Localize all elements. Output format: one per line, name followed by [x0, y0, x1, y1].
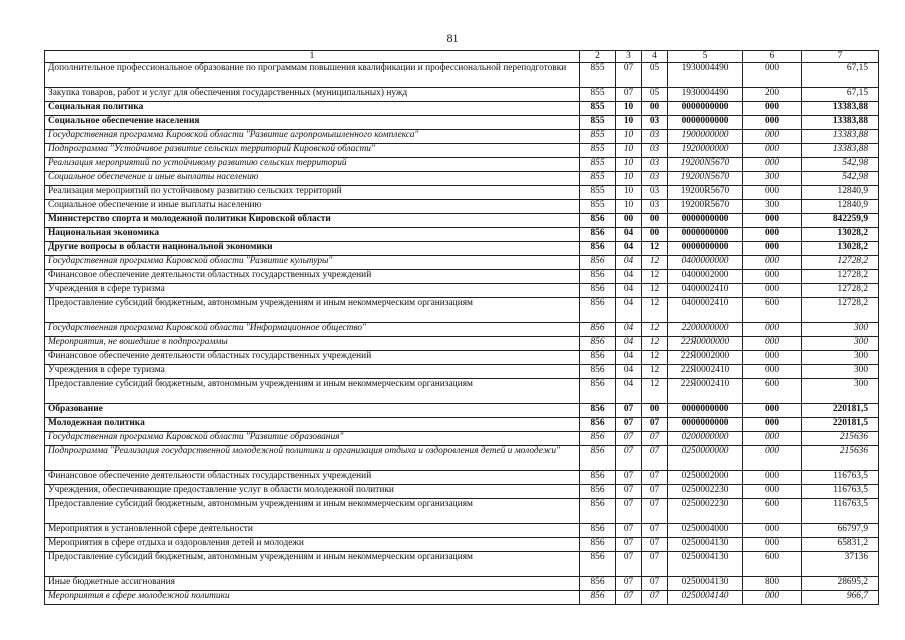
expense-type-cell: 000 — [743, 322, 802, 336]
table-row — [45, 101, 879, 115]
target-article-cell: 22Я0002410 — [668, 364, 743, 378]
row-name-cell: Реализация мероприятий по устойчивому развитию сельских территорий — [45, 185, 580, 199]
row-name-cell: Молодежная политика — [45, 417, 580, 431]
target-article-cell: 0250002230 — [668, 484, 743, 498]
row-name-cell: Государственная программа Кировской области "Развитие агропромышленного комплекса" — [45, 129, 580, 143]
column-header: 1 — [45, 51, 580, 63]
amount-cell: 300 — [802, 336, 879, 350]
admin-code-cell: 856 — [580, 523, 616, 537]
admin-code-cell: 855 — [580, 129, 616, 143]
admin-code-cell: 856 — [580, 297, 616, 322]
subsection-cell: 03 — [642, 129, 668, 143]
expense-type-cell: 600 — [743, 297, 802, 322]
section-cell: 10 — [616, 115, 642, 129]
amount-cell: 13383,88 — [802, 129, 879, 143]
section-cell: 07 — [616, 403, 642, 417]
table-row — [45, 322, 879, 336]
row-name-cell: Предоставление субсидий бюджетным, автономным учреждениям и иным некоммерческим организациям — [45, 378, 580, 403]
amount-cell: 12728,2 — [802, 255, 879, 269]
section-cell: 10 — [616, 129, 642, 143]
target-article-cell: 1900000000 — [668, 129, 743, 143]
row-name-cell: Иные бюджетные ассигнования — [45, 576, 580, 590]
section-cell: 04 — [616, 322, 642, 336]
column-header: 7 — [802, 51, 879, 63]
section-cell: 07 — [616, 87, 642, 101]
table-row — [45, 336, 879, 350]
expense-type-cell: 000 — [743, 336, 802, 350]
section-cell: 10 — [616, 143, 642, 157]
amount-cell: 12728,2 — [802, 283, 879, 297]
subsection-cell: 12 — [642, 364, 668, 378]
table-row — [45, 576, 879, 590]
admin-code-cell: 856 — [580, 590, 616, 604]
section-cell: 10 — [616, 185, 642, 199]
admin-code-cell: 856 — [580, 403, 616, 417]
section-cell: 07 — [616, 498, 642, 523]
budget-table — [44, 50, 879, 605]
admin-code-cell: 856 — [580, 431, 616, 445]
expense-type-cell: 000 — [743, 143, 802, 157]
table-row — [45, 185, 879, 199]
target-article-cell: 1920000000 — [668, 143, 743, 157]
target-article-cell: 19200R5670 — [668, 199, 743, 213]
row-name-cell: Мероприятия в сфере молодежной политики — [45, 590, 580, 604]
expense-type-cell: 300 — [743, 199, 802, 213]
amount-cell: 542,98 — [802, 171, 879, 185]
target-article-cell: 0000000000 — [668, 417, 743, 431]
subsection-cell: 00 — [642, 101, 668, 115]
table-row — [45, 378, 879, 403]
subsection-cell: 07 — [642, 551, 668, 576]
subsection-cell: 07 — [642, 576, 668, 590]
table-header-row — [45, 51, 879, 63]
table-row — [45, 470, 879, 484]
subsection-cell: 07 — [642, 498, 668, 523]
expense-type-cell: 000 — [743, 445, 802, 470]
amount-cell: 12728,2 — [802, 297, 879, 322]
expense-type-cell: 800 — [743, 576, 802, 590]
target-article-cell: 19200R5670 — [668, 185, 743, 199]
amount-cell: 28695,2 — [802, 576, 879, 590]
section-cell: 10 — [616, 199, 642, 213]
target-article-cell: 2200000000 — [668, 322, 743, 336]
admin-code-cell: 855 — [580, 171, 616, 185]
amount-cell: 215636 — [802, 431, 879, 445]
table-row — [45, 62, 879, 87]
admin-code-cell: 855 — [580, 143, 616, 157]
amount-cell: 220181,5 — [802, 417, 879, 431]
table-row — [45, 129, 879, 143]
admin-code-cell: 856 — [580, 484, 616, 498]
expense-type-cell: 000 — [743, 350, 802, 364]
subsection-cell: 05 — [642, 62, 668, 87]
admin-code-cell: 856 — [580, 537, 616, 551]
amount-cell: 966,7 — [802, 590, 879, 604]
expense-type-cell: 000 — [743, 62, 802, 87]
amount-cell: 67,15 — [802, 62, 879, 87]
subsection-cell: 05 — [642, 87, 668, 101]
expense-type-cell: 000 — [743, 115, 802, 129]
target-article-cell: 19200N5670 — [668, 157, 743, 171]
section-cell: 04 — [616, 241, 642, 255]
section-cell: 07 — [616, 470, 642, 484]
table-row — [45, 157, 879, 171]
column-header: 2 — [580, 51, 616, 63]
expense-type-cell: 000 — [743, 403, 802, 417]
admin-code-cell: 855 — [580, 199, 616, 213]
table-row — [45, 241, 879, 255]
expense-type-cell: 000 — [743, 255, 802, 269]
row-name-cell: Реализация мероприятий по устойчивому развитию сельских территорий — [45, 157, 580, 171]
amount-cell: 842259,9 — [802, 213, 879, 227]
section-cell: 10 — [616, 171, 642, 185]
section-cell: 04 — [616, 255, 642, 269]
expense-type-cell: 000 — [743, 283, 802, 297]
row-name-cell: Государственная программа Кировской области "Информационное общество" — [45, 322, 580, 336]
admin-code-cell: 856 — [580, 445, 616, 470]
column-header: 3 — [616, 51, 642, 63]
admin-code-cell: 855 — [580, 185, 616, 199]
table-row — [45, 498, 879, 523]
amount-cell: 300 — [802, 350, 879, 364]
row-name-cell: Социальное обеспечение и иные выплаты населению — [45, 199, 580, 213]
row-name-cell: Подпрограмма "Устойчивое развитие сельских территорий Кировской области" — [45, 143, 580, 157]
subsection-cell: 03 — [642, 115, 668, 129]
amount-cell: 542,98 — [802, 157, 879, 171]
subsection-cell: 07 — [642, 590, 668, 604]
section-cell: 07 — [616, 590, 642, 604]
table-row — [45, 403, 879, 417]
admin-code-cell: 856 — [580, 336, 616, 350]
target-article-cell: 1930004490 — [668, 62, 743, 87]
table-row — [45, 199, 879, 213]
expense-type-cell: 000 — [743, 227, 802, 241]
row-name-cell: Другие вопросы в области национальной экономики — [45, 241, 580, 255]
column-header: 4 — [642, 51, 668, 63]
table-row — [45, 143, 879, 157]
row-name-cell: Государственная программа Кировской области "Развитие культуры" — [45, 255, 580, 269]
target-article-cell: 22Я0002410 — [668, 378, 743, 403]
table-row — [45, 171, 879, 185]
section-cell: 07 — [616, 445, 642, 470]
target-article-cell: 1930004490 — [668, 87, 743, 101]
target-article-cell: 0250004130 — [668, 576, 743, 590]
subsection-cell: 03 — [642, 171, 668, 185]
target-article-cell: 0400002000 — [668, 269, 743, 283]
section-cell: 04 — [616, 336, 642, 350]
row-name-cell: Предоставление субсидий бюджетным, автономным учреждениям и иным некоммерческим организациям — [45, 551, 580, 576]
section-cell: 04 — [616, 350, 642, 364]
table-row — [45, 417, 879, 431]
expense-type-cell: 000 — [743, 269, 802, 283]
target-article-cell: 22Я0000000 — [668, 336, 743, 350]
target-article-cell: 0250002230 — [668, 498, 743, 523]
row-name-cell: Подпрограмма "Реализация государственной молодежной политики и организация отдыха и оздоровления детей и молодежи" — [45, 445, 580, 470]
row-name-cell: Государственная программа Кировской области "Развитие образования" — [45, 431, 580, 445]
subsection-cell: 00 — [642, 403, 668, 417]
admin-code-cell: 856 — [580, 576, 616, 590]
amount-cell: 67,15 — [802, 87, 879, 101]
row-name-cell: Национальная экономика — [45, 227, 580, 241]
amount-cell: 13028,2 — [802, 241, 879, 255]
section-cell: 07 — [616, 62, 642, 87]
admin-code-cell: 856 — [580, 364, 616, 378]
subsection-cell: 12 — [642, 350, 668, 364]
amount-cell: 300 — [802, 378, 879, 403]
target-article-cell: 0400002410 — [668, 297, 743, 322]
target-article-cell: 0400000000 — [668, 255, 743, 269]
expense-type-cell: 000 — [743, 523, 802, 537]
expense-type-cell: 000 — [743, 364, 802, 378]
column-header: 6 — [743, 51, 802, 63]
subsection-cell: 12 — [642, 297, 668, 322]
target-article-cell: 0250004140 — [668, 590, 743, 604]
admin-code-cell: 856 — [580, 470, 616, 484]
section-cell: 04 — [616, 283, 642, 297]
row-name-cell: Предоставление субсидий бюджетным, автономным учреждениям и иным некоммерческим организациям — [45, 297, 580, 322]
row-name-cell: Социальная политика — [45, 101, 580, 115]
table-row — [45, 364, 879, 378]
admin-code-cell: 856 — [580, 551, 616, 576]
expense-type-cell: 300 — [743, 171, 802, 185]
table-row — [45, 484, 879, 498]
target-article-cell: 0000000000 — [668, 241, 743, 255]
subsection-cell: 12 — [642, 378, 668, 403]
expense-type-cell: 000 — [743, 185, 802, 199]
row-name-cell: Мероприятия, не вошедшие в подпрограммы — [45, 336, 580, 350]
section-cell: 10 — [616, 101, 642, 115]
target-article-cell: 0000000000 — [668, 403, 743, 417]
expense-type-cell: 000 — [743, 129, 802, 143]
amount-cell: 13383,88 — [802, 143, 879, 157]
table-row — [45, 445, 879, 470]
table-row — [45, 269, 879, 283]
admin-code-cell: 856 — [580, 322, 616, 336]
expense-type-cell: 000 — [743, 213, 802, 227]
table-row — [45, 590, 879, 604]
target-article-cell: 0000000000 — [668, 101, 743, 115]
table-row — [45, 350, 879, 364]
section-cell: 04 — [616, 364, 642, 378]
row-name-cell: Мероприятия в установленной сфере деятельности — [45, 523, 580, 537]
amount-cell: 116763,5 — [802, 498, 879, 523]
expense-type-cell: 000 — [743, 241, 802, 255]
table-row — [45, 537, 879, 551]
target-article-cell: 22Я0002000 — [668, 350, 743, 364]
subsection-cell: 00 — [642, 213, 668, 227]
amount-cell: 12728,2 — [802, 269, 879, 283]
section-cell: 04 — [616, 227, 642, 241]
amount-cell: 300 — [802, 364, 879, 378]
table-row — [45, 551, 879, 576]
expense-type-cell: 000 — [743, 537, 802, 551]
table-row — [45, 523, 879, 537]
amount-cell: 116763,5 — [802, 470, 879, 484]
expense-type-cell: 600 — [743, 498, 802, 523]
row-name-cell: Финансовое обеспечение деятельности областных государственных учреждений — [45, 470, 580, 484]
section-cell: 07 — [616, 576, 642, 590]
amount-cell: 215636 — [802, 445, 879, 470]
admin-code-cell: 856 — [580, 498, 616, 523]
expense-type-cell: 600 — [743, 378, 802, 403]
subsection-cell: 12 — [642, 241, 668, 255]
section-cell: 04 — [616, 269, 642, 283]
row-name-cell: Учреждения, обеспечивающие предоставление услуг в области молодежной политики — [45, 484, 580, 498]
row-name-cell: Образование — [45, 403, 580, 417]
target-article-cell: 0000000000 — [668, 213, 743, 227]
row-name-cell: Учреждения в сфере туризма — [45, 364, 580, 378]
target-article-cell: 0200000000 — [668, 431, 743, 445]
target-article-cell: 0250004000 — [668, 523, 743, 537]
expense-type-cell: 000 — [743, 590, 802, 604]
table-row — [45, 255, 879, 269]
subsection-cell: 12 — [642, 269, 668, 283]
admin-code-cell: 855 — [580, 115, 616, 129]
subsection-cell: 07 — [642, 431, 668, 445]
admin-code-cell: 856 — [580, 417, 616, 431]
row-name-cell: Финансовое обеспечение деятельности областных государственных учреждений — [45, 269, 580, 283]
row-name-cell: Социальное обеспечение населения — [45, 115, 580, 129]
admin-code-cell: 855 — [580, 87, 616, 101]
expense-type-cell: 600 — [743, 551, 802, 576]
section-cell: 04 — [616, 297, 642, 322]
subsection-cell: 03 — [642, 143, 668, 157]
admin-code-cell: 855 — [580, 157, 616, 171]
section-cell: 07 — [616, 417, 642, 431]
amount-cell: 13383,88 — [802, 115, 879, 129]
amount-cell: 13028,2 — [802, 227, 879, 241]
amount-cell: 116763,5 — [802, 484, 879, 498]
expense-type-cell: 000 — [743, 470, 802, 484]
admin-code-cell: 856 — [580, 227, 616, 241]
amount-cell: 220181,5 — [802, 403, 879, 417]
admin-code-cell: 856 — [580, 350, 616, 364]
target-article-cell: 0000000000 — [668, 227, 743, 241]
admin-code-cell: 855 — [580, 62, 616, 87]
target-article-cell: 19200N5670 — [668, 171, 743, 185]
admin-code-cell: 856 — [580, 283, 616, 297]
expense-type-cell: 200 — [743, 87, 802, 101]
admin-code-cell: 856 — [580, 269, 616, 283]
admin-code-cell: 856 — [580, 255, 616, 269]
amount-cell: 12840,9 — [802, 185, 879, 199]
expense-type-cell: 000 — [743, 157, 802, 171]
subsection-cell: 12 — [642, 255, 668, 269]
table-row — [45, 115, 879, 129]
subsection-cell: 12 — [642, 336, 668, 350]
admin-code-cell: 856 — [580, 213, 616, 227]
section-cell: 07 — [616, 551, 642, 576]
row-name-cell: Предоставление субсидий бюджетным, автономным учреждениям и иным некоммерческим организациям — [45, 498, 580, 523]
row-name-cell: Финансовое обеспечение деятельности областных государственных учреждений — [45, 350, 580, 364]
subsection-cell: 03 — [642, 157, 668, 171]
section-cell: 07 — [616, 431, 642, 445]
row-name-cell: Дополнительное профессиональное образование по программам повышения квалификации и профессиональной переподготовки — [45, 62, 580, 87]
amount-cell: 12840,9 — [802, 199, 879, 213]
target-article-cell: 0400002410 — [668, 283, 743, 297]
section-cell: 07 — [616, 523, 642, 537]
table-row — [45, 87, 879, 101]
subsection-cell: 07 — [642, 523, 668, 537]
subsection-cell: 07 — [642, 484, 668, 498]
subsection-cell: 07 — [642, 445, 668, 470]
admin-code-cell: 855 — [580, 101, 616, 115]
section-cell: 07 — [616, 484, 642, 498]
target-article-cell: 0000000000 — [668, 115, 743, 129]
table-row — [45, 283, 879, 297]
row-name-cell: Министерство спорта и молодежной политики Кировской области — [45, 213, 580, 227]
target-article-cell: 0250004130 — [668, 551, 743, 576]
section-cell: 10 — [616, 157, 642, 171]
amount-cell: 66797,9 — [802, 523, 879, 537]
table-row — [45, 297, 879, 322]
section-cell: 04 — [616, 378, 642, 403]
section-cell: 00 — [616, 213, 642, 227]
table-row — [45, 227, 879, 241]
admin-code-cell: 856 — [580, 378, 616, 403]
subsection-cell: 12 — [642, 283, 668, 297]
amount-cell: 300 — [802, 322, 879, 336]
section-cell: 07 — [616, 537, 642, 551]
table-row — [45, 431, 879, 445]
target-article-cell: 0250004130 — [668, 537, 743, 551]
page-number: 81 — [446, 31, 459, 45]
table-row — [45, 213, 879, 227]
expense-type-cell: 000 — [743, 484, 802, 498]
subsection-cell: 03 — [642, 185, 668, 199]
row-name-cell: Мероприятия в сфере отдыха и оздоровления детей и молодежи — [45, 537, 580, 551]
expense-type-cell: 000 — [743, 101, 802, 115]
subsection-cell: 00 — [642, 227, 668, 241]
row-name-cell: Закупка товаров, работ и услуг для обеспечения государственных (муниципальных) нужд — [45, 87, 580, 101]
subsection-cell: 12 — [642, 322, 668, 336]
subsection-cell: 07 — [642, 537, 668, 551]
expense-type-cell: 000 — [743, 417, 802, 431]
amount-cell: 65831,2 — [802, 537, 879, 551]
target-article-cell: 0250002000 — [668, 470, 743, 484]
row-name-cell: Социальное обеспечение и иные выплаты населению — [45, 171, 580, 185]
subsection-cell: 07 — [642, 417, 668, 431]
subsection-cell: 07 — [642, 470, 668, 484]
subsection-cell: 03 — [642, 199, 668, 213]
admin-code-cell: 856 — [580, 241, 616, 255]
column-header: 5 — [668, 51, 743, 63]
amount-cell: 37136 — [802, 551, 879, 576]
expense-type-cell: 000 — [743, 431, 802, 445]
row-name-cell: Учреждения в сфере туризма — [45, 283, 580, 297]
target-article-cell: 0250000000 — [668, 445, 743, 470]
amount-cell: 13383,88 — [802, 101, 879, 115]
